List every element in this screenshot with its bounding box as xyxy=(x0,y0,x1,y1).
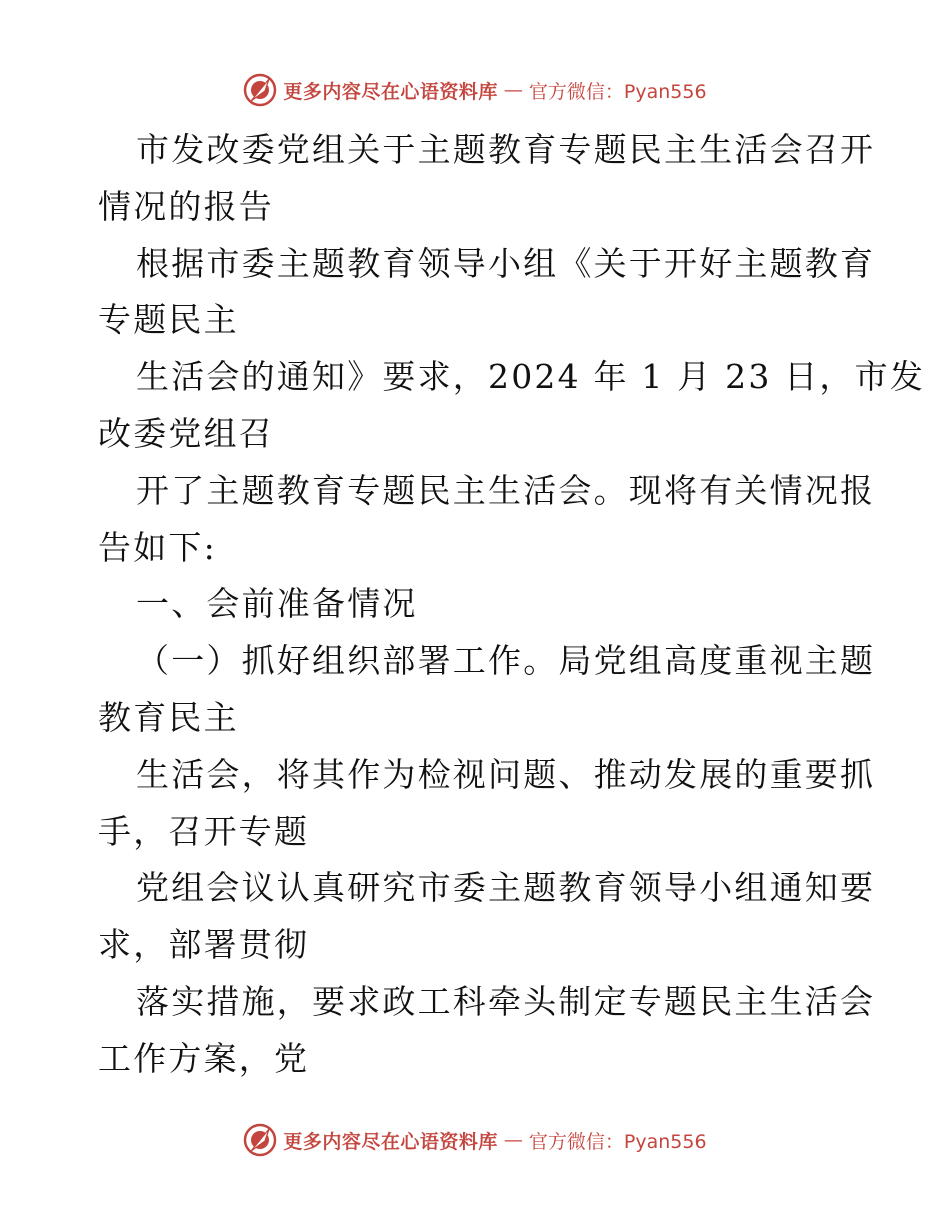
paragraph-line: 党组会议认真研究市委主题教育领导小组通知要 xyxy=(136,868,876,908)
paragraph-line: 生活会的通知》要求，2024 年 1 月 23 日，市发 xyxy=(136,357,926,397)
banner-separator: — xyxy=(503,1129,523,1151)
paragraph-line: 教育民主 xyxy=(98,697,239,737)
quill-pen-logo-icon xyxy=(243,73,277,107)
document-title-line-1: 市发改委党组关于主题教育专题民主生活会召开 xyxy=(136,130,876,169)
paragraph-line: 专题民主 xyxy=(98,300,239,340)
section-heading: 一、会前准备情况 xyxy=(136,584,418,624)
paragraph-line: （一）抓好组织部署工作。局党组高度重视主题 xyxy=(136,641,876,681)
banner-wechat: 官方微信：Pyan556 xyxy=(528,80,707,103)
document-title-line-2: 情况的报告 xyxy=(98,186,274,226)
paragraph-line: 手，召开专题 xyxy=(98,811,310,851)
banner-text: 更多内容尽在心语资料库 xyxy=(283,80,498,103)
banner-separator: — xyxy=(503,79,523,101)
paragraph-line: 工作方案，党 xyxy=(98,1038,310,1078)
paragraph-line: 改委党组召 xyxy=(98,413,274,453)
banner-wechat: 官方微信：Pyan556 xyxy=(528,1130,707,1153)
paragraph-line: 开了主题教育专题民主生活会。现将有关情况报 xyxy=(136,470,876,510)
document-body xyxy=(98,122,926,1088)
paragraph-line: 告如下: xyxy=(98,527,217,567)
paragraph-line: 根据市委主题教育领导小组《关于开好主题教育 xyxy=(136,243,876,283)
footer-banner xyxy=(0,1120,950,1160)
paragraph-line: 求，部署贯彻 xyxy=(98,925,310,965)
banner-text: 更多内容尽在心语资料库 xyxy=(283,1130,498,1153)
paragraph-line: 落实措施，要求政工科牵头制定专题民主生活会 xyxy=(136,981,876,1021)
paragraph-line: 生活会，将其作为检视问题、推动发展的重要抓 xyxy=(136,754,876,794)
header-banner xyxy=(0,70,950,110)
quill-pen-logo-icon xyxy=(243,1123,277,1157)
